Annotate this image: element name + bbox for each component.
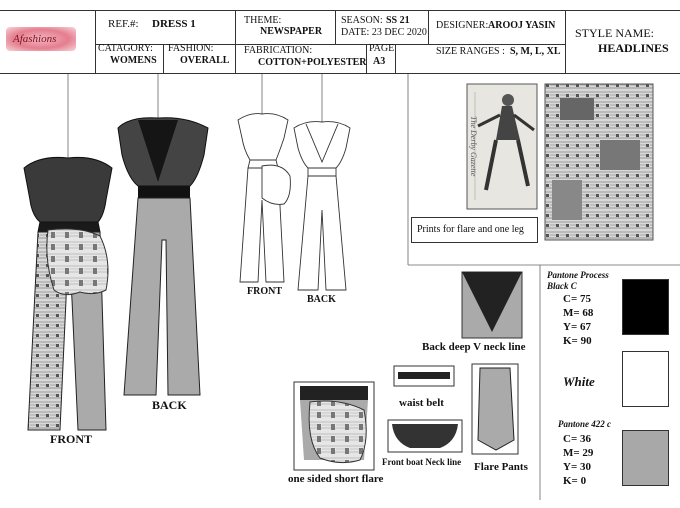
designer-value: AROOJ YASIN xyxy=(488,20,556,31)
front-boat-neck-label: Front boat Neck line xyxy=(382,457,462,467)
ref-value: DRESS 1 xyxy=(152,18,196,30)
fabrication-label: FABRICATION: xyxy=(244,45,313,56)
black-k-value: K= 90 xyxy=(563,335,592,347)
swatch-white xyxy=(622,351,669,407)
category-label: CATAGORY: xyxy=(98,43,153,54)
newspaper-masthead: The Derby Gazette xyxy=(469,116,478,177)
fashion-label: FASHION: xyxy=(168,43,214,54)
theme-label: THEME: xyxy=(244,15,282,26)
pantone-black-title: Pantone Process Black C xyxy=(547,270,609,292)
front-flat-sketch xyxy=(238,114,290,282)
flare-pants-label: Flare Pants xyxy=(474,461,528,473)
front-jumpsuit-sketch xyxy=(24,157,112,430)
prints-caption: Prints for flare and one leg xyxy=(417,224,524,235)
fashion-value: OVERALL xyxy=(180,55,230,66)
theme-value: NEWSPAPER xyxy=(260,26,323,37)
back-v-neck-detail xyxy=(462,272,522,338)
front-flat-label: FRONT xyxy=(247,286,282,297)
grey-m-value: M= 29 xyxy=(563,447,594,459)
ref-label: REF.#: xyxy=(108,18,139,30)
grey-k-value: K= 0 xyxy=(563,475,587,487)
newspaper-print-2 xyxy=(545,84,653,240)
back-flat-label: BACK xyxy=(307,294,336,305)
category-value: WOMENS xyxy=(110,55,157,66)
fabrication-value: COTTON+POLYESTER xyxy=(258,57,367,68)
short-flare-label: one sided short flare xyxy=(288,473,384,485)
front-boat-neck-detail xyxy=(388,420,462,452)
white-label: White xyxy=(563,374,595,389)
style-name-label: STYLE NAME: xyxy=(575,26,654,40)
black-y-value: Y= 67 xyxy=(563,321,591,333)
short-flare-detail xyxy=(294,382,374,470)
back-main-label: BACK xyxy=(152,398,187,412)
flare-pants-detail xyxy=(472,364,518,454)
size-ranges-value: S, M, L, XL xyxy=(510,46,561,57)
date-text: DATE: 23 DEC 2020 xyxy=(341,27,427,38)
back-v-neck-label: Back deep V neck line xyxy=(422,341,526,353)
black-m-value: M= 68 xyxy=(563,307,594,319)
page-value: A3 xyxy=(373,56,386,67)
back-flat-sketch xyxy=(294,122,350,290)
back-jumpsuit-sketch xyxy=(118,118,208,395)
grey-c-value: C= 36 xyxy=(563,433,591,445)
page-label: PAGE xyxy=(369,43,395,54)
size-ranges-label: SIZE RANGES : xyxy=(436,46,505,57)
brand-logo-text: Afashions xyxy=(13,33,57,45)
black-c-value: C= 75 xyxy=(563,293,591,305)
pantone-grey-title: Pantone 422 c xyxy=(558,419,611,429)
waist-belt-label: waist belt xyxy=(399,397,444,409)
designer-label: DESIGNER: xyxy=(436,20,489,31)
season-value: SS 21 xyxy=(386,15,410,26)
season-label: SEASON: xyxy=(341,15,383,26)
grey-y-value: Y= 30 xyxy=(563,461,591,473)
swatch-black xyxy=(622,279,669,335)
front-main-label: FRONT xyxy=(50,432,92,446)
style-name-value: HEADLINES xyxy=(598,41,669,55)
waist-belt-detail xyxy=(394,366,454,386)
swatch-grey xyxy=(622,430,669,486)
